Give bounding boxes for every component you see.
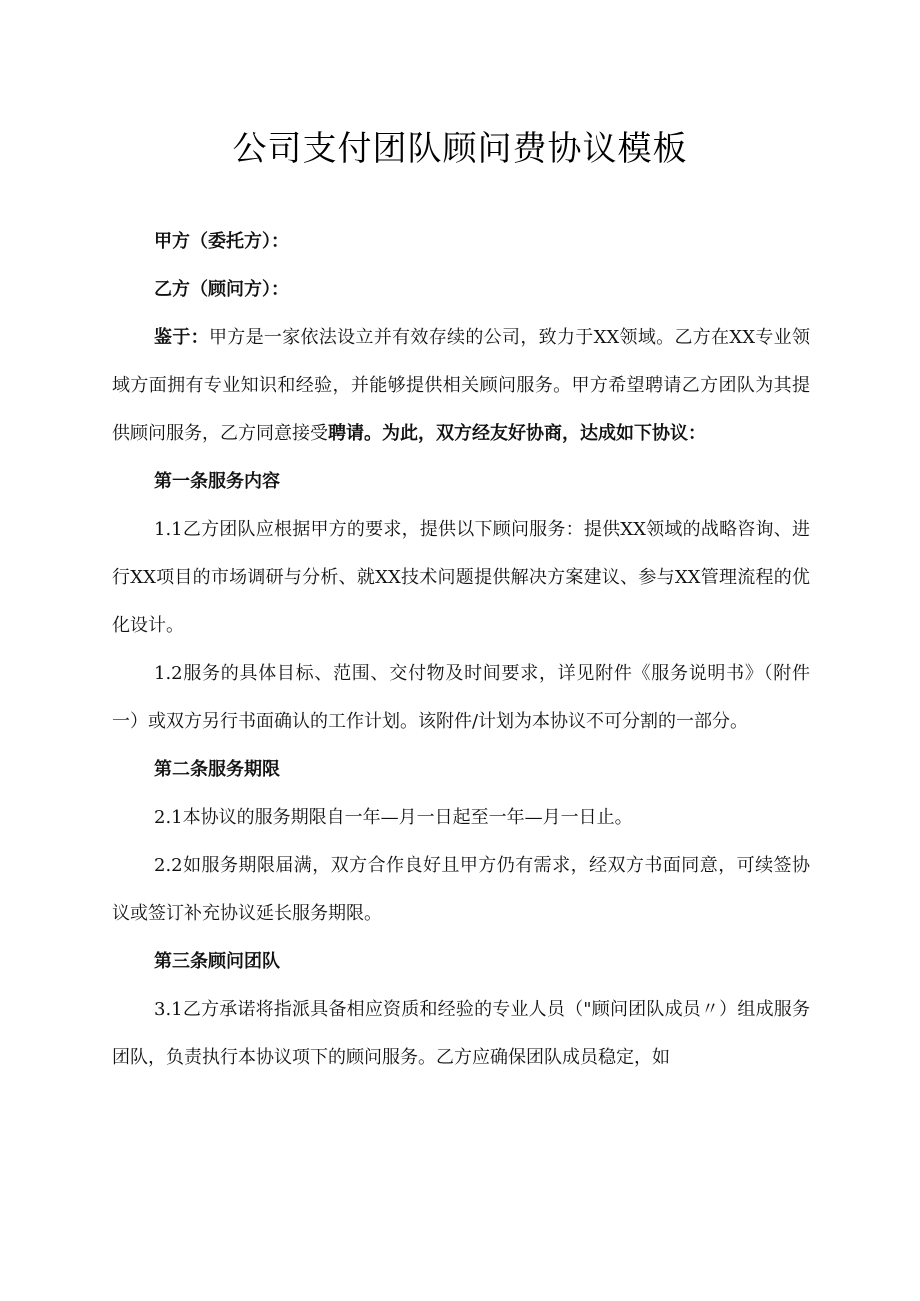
recital-tail: 聘请。为此，双方经友好协商，达成如下协议：: [328, 423, 706, 444]
clause-1-1: 1.1乙方团队应根据甲方的要求，提供以下顾问服务：提供XX领域的战略咨询、进行XX项目的市场调研与分析、就XX技术问题提供解决方案建议、参与XX管理流程的优化设计。: [112, 519, 810, 636]
clause-1-2: 1.2服务的具体目标、范围、交付物及时间要求，详见附件《服务说明书》（附件一）或双方另行书面确认的工作计划。该附件/计划为本协议不可分割的一部分。: [112, 663, 810, 732]
recital-text: 甲方是一家依法设立并有效存续的公司，致力于XX领域。乙方在XX专业领域方面拥有专业知识和经验，并能够提供相关顾问服务。甲方希望聘请乙方团队为其提供顾问服务，乙方同意接受: [112, 327, 810, 444]
article-2-heading: 第二条服务期限: [154, 759, 280, 780]
document-body: [112, 218, 810, 1082]
clause-2-2: 2.2如服务期限届满，双方合作良好且甲方仍有需求，经双方书面同意，可续签协议或签订补充协议延长服务期限。: [112, 855, 810, 924]
clause-2-1: 2.1本协议的服务期限自一年—月一日起至一年—月一日止。: [154, 807, 633, 828]
article-3-heading: 第三条顾问团队: [154, 951, 280, 972]
party-b-line: 乙方（顾问方）：: [154, 279, 289, 300]
document-title: 公司支付团队顾问费协议模板: [232, 129, 688, 169]
recital-lead: 鉴于：: [154, 327, 209, 348]
article-1-heading: 第一条服务内容: [154, 471, 280, 492]
recital-paragraph: [112, 314, 810, 458]
party-a-line: 甲方（委托方）：: [154, 231, 289, 252]
clause-3-1: 3.1乙方承诺将指派具备相应资质和经验的专业人员（"顾问团队成员〃）组成服务团队，负责执行本协议项下的顾问服务。乙方应确保团队成员稳定，如: [112, 999, 810, 1068]
